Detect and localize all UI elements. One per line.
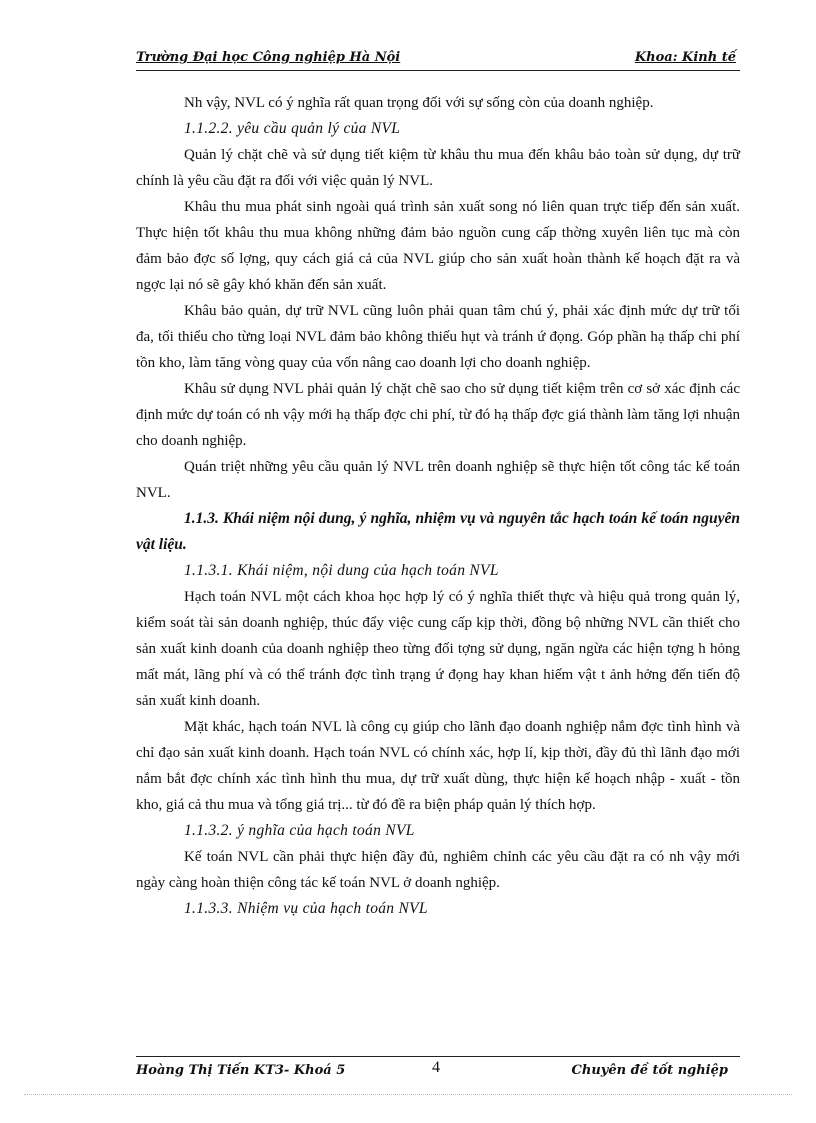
footer-title: Chuyên đề tốt nghiệp: [571, 1063, 728, 1077]
header-school: Trường Đại học Công nghiệp Hà Nội: [136, 50, 401, 65]
section-heading: 1.1.3.1. Khái niệm, nội dung của hạch toán NVL: [184, 562, 499, 579]
page-number: 4: [432, 1059, 440, 1076]
section-heading-bold: 1.1.3. Khái niệm nội dung, ý nghĩa, nhiệm vụ và nguyên tắc hạch toán kế toán nguyên vật liệu.: [136, 510, 740, 553]
paragraph: Quán triệt những yêu cầu quản lý NVL trên doanh nghiệp sẽ thực hiện tốt công tác kế toán NVL.: [136, 459, 740, 501]
paragraph: Nh vậy, NVL có ý nghĩa rất quan trọng đối với sự sống còn của doanh nghiệp.: [184, 95, 654, 111]
paragraph: Quản lý chặt chẽ và sử dụng tiết kiệm từ khâu thu mua đến khâu bảo toàn sử dụng, dự trữ chính là yêu cầu đặt ra đối với việc quản lý NVL.: [136, 147, 740, 189]
paragraph: Kế toán NVL cần phải thực hiện đầy đủ, nghiêm chỉnh các yêu cầu đặt ra có nh vậy mới ngày càng hoàn thiện công tác kế toán NVL ở doanh nghiệp.: [136, 849, 740, 891]
page-body: [136, 90, 740, 922]
page-header: [136, 50, 740, 71]
paragraph: Khâu sử dụng NVL phải quản lý chặt chẽ sao cho sử dụng tiết kiệm trên cơ sở xác định các định mức dự toán có nh vậy mới hạ thấp đợc chi phí, từ đó hạ thấp đợc giá thành làm tăng lợi nhuận cho doanh nghiệp.: [136, 381, 740, 449]
page-edge-divider: [24, 1094, 792, 1095]
footer-author: Hoàng Thị Tiến KT3- Khoá 5: [136, 1063, 346, 1077]
page-footer: [136, 1056, 740, 1077]
section-heading: 1.1.3.3. Nhiệm vụ của hạch toán NVL: [184, 900, 428, 917]
section-heading: 1.1.2.2. yêu cầu quản lý của NVL: [184, 120, 401, 137]
paragraph: Khâu thu mua phát sinh ngoài quá trình sản xuất song nó liên quan trực tiếp đến sản xuất. Thực hiện tốt khâu thu mua không những đảm bảo nguồn cung cấp thờng xuyên liên tục mà còn đảm bảo đợc số lợng, quy cách giá cả của NVL giúp cho sản xuất hoàn thành kế hoạch đặt ra và ngợc lại nó sẽ gây khó khăn đến sản xuất.: [136, 199, 740, 293]
header-faculty: Khoa: Kinh tế: [634, 50, 736, 65]
paragraph: Khâu bảo quản, dự trữ NVL cũng luôn phải quan tâm chú ý, phải xác định mức dự trữ tối đa, tối thiểu cho từng loại NVL đảm bảo không thiếu hụt và tránh ứ đọng. Góp phần hạ thấp chi phí tồn kho, làm tăng vòng quay của vốn nâng cao doanh lợi cho doanh nghiệp.: [136, 303, 740, 371]
paragraph: Mặt khác, hạch toán NVL là công cụ giúp cho lãnh đạo doanh nghiệp nắm đợc tình hình và chỉ đạo sản xuất kinh doanh. Hạch toán NVL có chính xác, hợp lí, kịp thời, đầy đủ thì lãnh đạo mới nắm bắt đợc chính xác tình hình thu mua, dự trữ xuất dùng, thực hiện kế hoạch nhập - xuất - tồn kho, giá cả thu mua và tổng giá trị... từ đó đề ra biện pháp quản lý thích hợp.: [136, 719, 740, 813]
section-heading: 1.1.3.2. ý nghĩa của hạch toán NVL: [184, 822, 415, 839]
paragraph: Hạch toán NVL một cách khoa học hợp lý có ý nghĩa thiết thực và hiệu quả trong quản lý, kiểm soát tài sản doanh nghiệp, thúc đẩy việc cung cấp kịp thời, đồng bộ những NVL cần thiết cho sản xuất kinh doanh của doanh nghiệp theo từng đối tợng sử dụng, ngăn ngừa các hiện tợng h hỏng mất mát, lãng phí và có thể tránh đợc tình trạng ứ đọng hay khan hiếm vật t ảnh hởng đến tiến độ sản xuất kinh doanh.: [136, 589, 740, 709]
